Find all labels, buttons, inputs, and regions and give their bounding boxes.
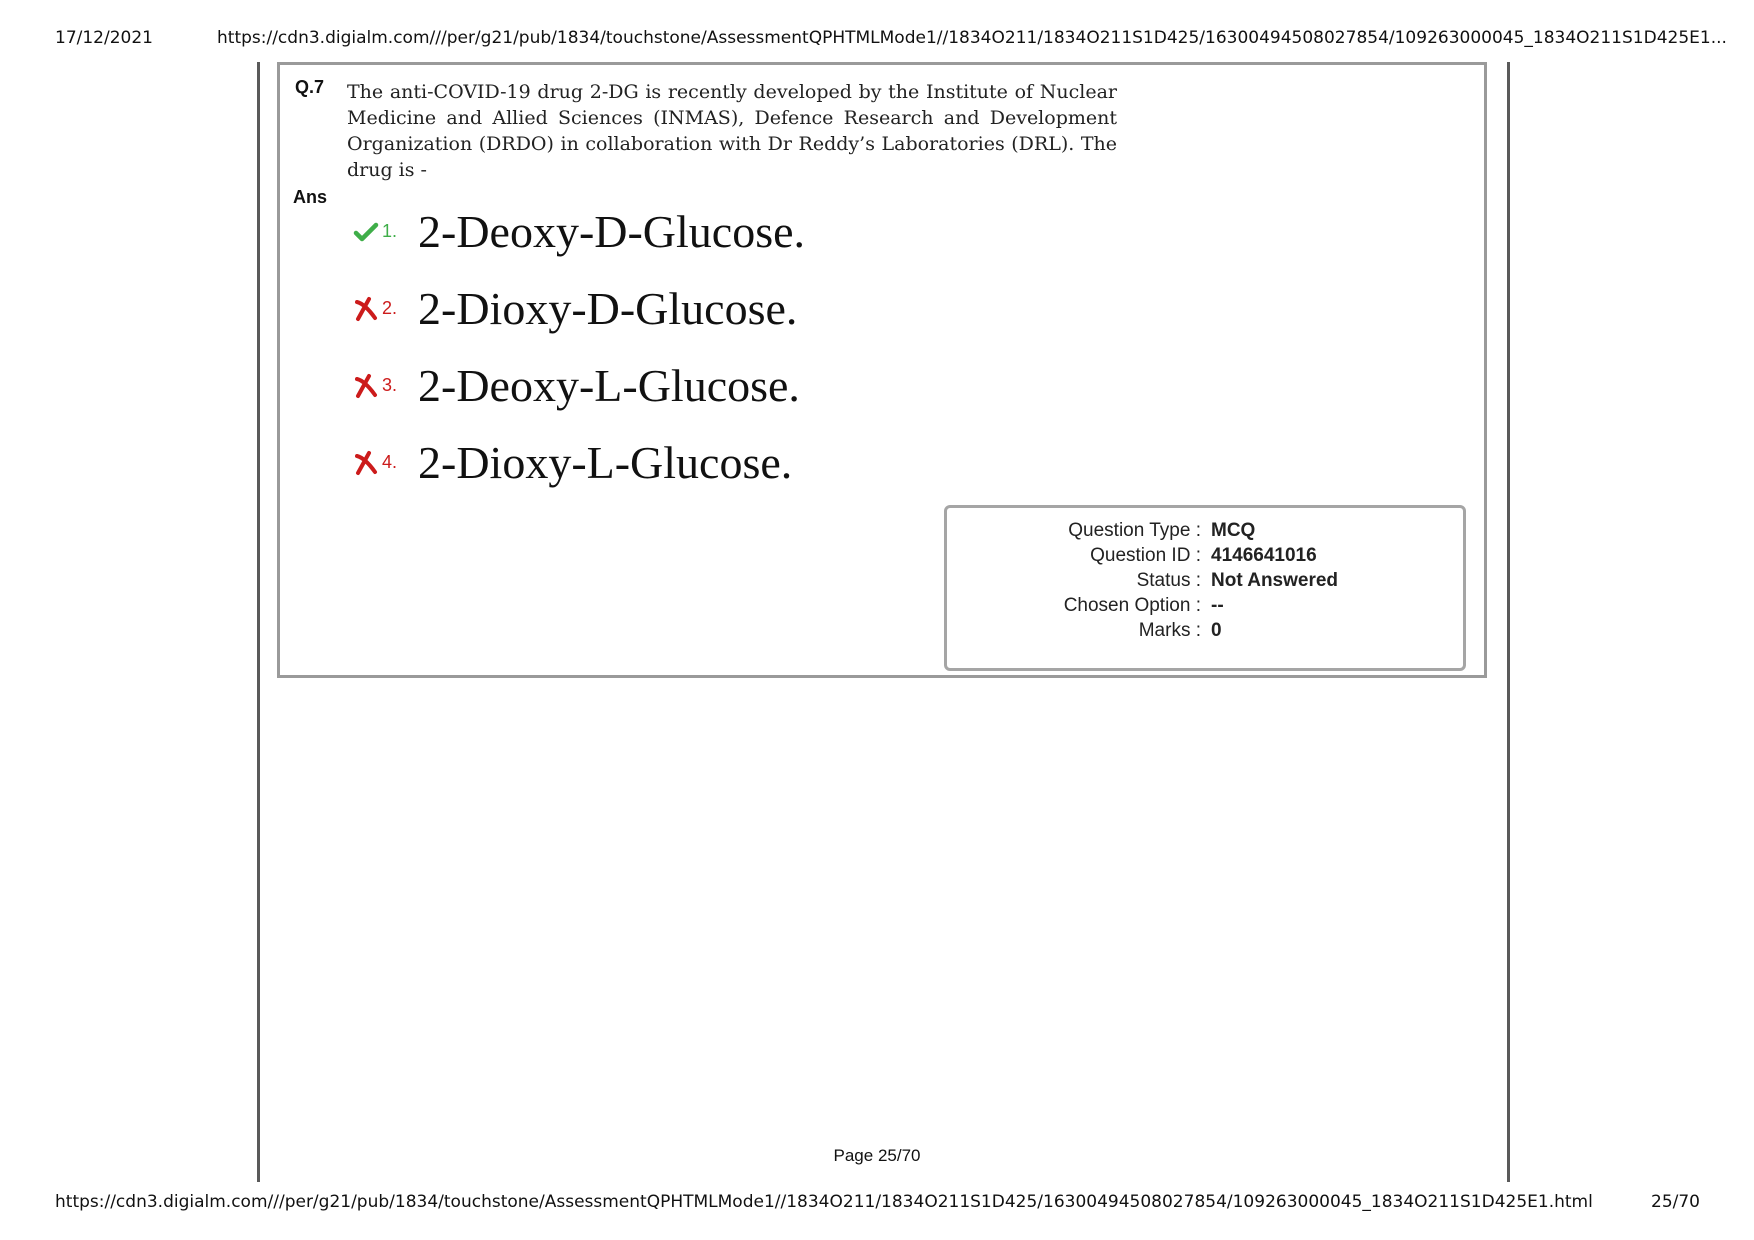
question-text: The anti-COVID-19 drug 2-DG is recently developed by the Institute of Nuclear Medicine and Allied Sciences (INMAS), Defence Research and Development Organization (DRDO) in collaboration with Dr Reddy’s Laboratories (DRL). The drug is - xyxy=(347,81,1117,181)
info-label: Status : xyxy=(1136,570,1201,591)
check-icon xyxy=(353,219,379,245)
question-info-box xyxy=(944,505,1466,671)
cross-icon xyxy=(353,373,379,399)
info-label: Question Type : xyxy=(1068,520,1201,541)
info-label: Question ID : xyxy=(1090,545,1201,566)
info-value: 4146641016 xyxy=(1211,545,1317,566)
print-date: 17/12/2021 xyxy=(55,28,153,48)
info-label: Chosen Option : xyxy=(1063,595,1201,616)
option-number: 4. xyxy=(382,452,398,472)
page-number: Page 25/70 xyxy=(833,1146,921,1165)
cross-icon xyxy=(353,450,379,476)
page-rule-right xyxy=(1507,62,1510,1182)
print-url-bottom[interactable]: https://cdn3.digialm.com///per/g21/pub/1834/touchstone/AssessmentQPHTMLMode1//1834O211/1834O211S1D425/16300494508027854/109263000045_1834O211S1D425E1.html xyxy=(55,1192,1593,1212)
info-value: 0 xyxy=(1211,620,1222,641)
info-value: -- xyxy=(1211,595,1224,616)
info-row-question-id xyxy=(947,545,1463,573)
cross-icon xyxy=(353,296,379,322)
option-3 xyxy=(353,347,805,424)
print-url-top[interactable]: https://cdn3.digialm.com///per/g21/pub/1834/touchstone/AssessmentQPHTMLMode1//1834O211/1834O211S1D425/16300494508027854/109263000045_1834O211S1D425E1... xyxy=(217,28,1727,48)
option-1 xyxy=(353,193,805,270)
print-page-count: 25/70 xyxy=(1651,1192,1700,1212)
option-4 xyxy=(353,424,805,501)
option-number: 3. xyxy=(382,375,398,395)
option-number: 1. xyxy=(382,221,398,241)
info-value: Not Answered xyxy=(1211,570,1339,591)
option-2 xyxy=(353,270,805,347)
question-number: Q.7 xyxy=(295,77,325,97)
answer-label: Ans xyxy=(293,187,328,207)
info-row-question-type xyxy=(947,520,1463,548)
options-list xyxy=(353,193,805,501)
info-row-marks xyxy=(947,620,1463,648)
page-rule-left xyxy=(257,62,260,1182)
option-number: 2. xyxy=(382,298,398,318)
option-text: 2-Dioxy-D-Glucose. xyxy=(418,283,798,334)
info-value: MCQ xyxy=(1211,520,1256,541)
info-row-status xyxy=(947,570,1463,598)
option-text: 2-Deoxy-L-Glucose. xyxy=(418,360,800,411)
option-text: 2-Dioxy-L-Glucose. xyxy=(418,437,793,488)
info-label: Marks : xyxy=(1138,620,1201,641)
option-text: 2-Deoxy-D-Glucose. xyxy=(418,206,806,257)
info-row-chosen-option xyxy=(947,595,1463,623)
question-box xyxy=(277,62,1487,678)
